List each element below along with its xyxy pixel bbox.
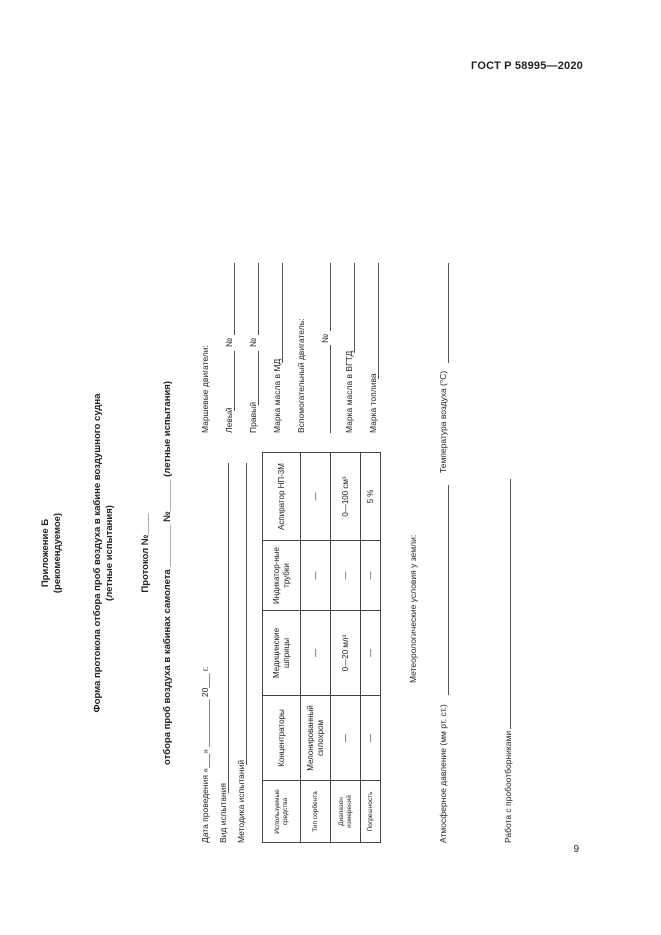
table-cell: 0—100 см³ xyxy=(331,453,361,541)
left-engine-no-line xyxy=(224,263,235,335)
protocol-title: Протокол №____ xyxy=(140,513,151,593)
table-header-row xyxy=(263,453,301,843)
appendix-subtitle: (рекомендуемое) xyxy=(52,512,63,594)
table-cell: — xyxy=(361,696,381,781)
pressure-label: Атмосферное давление (мм рт. ст.) xyxy=(438,704,448,843)
table-cell: Аспиратор НП-3М xyxy=(263,453,301,541)
aux-engine-line xyxy=(320,345,331,433)
rotated-form xyxy=(40,263,448,843)
left-engine-line xyxy=(224,351,235,411)
fuel-label: Марка топлива xyxy=(368,373,378,433)
table-cell: Мелонированный силохром xyxy=(301,696,331,781)
table-cell: Индикатор-ные трубки xyxy=(263,541,301,611)
right-engine-no-line xyxy=(248,263,259,335)
samplers-line xyxy=(500,479,511,729)
pressure-line xyxy=(438,485,449,695)
table-cell: Медицинские шприцы xyxy=(263,611,301,696)
table-cell: — xyxy=(361,541,381,611)
table-cell: Диапазон измерений xyxy=(331,781,361,843)
right-engine-line xyxy=(248,351,259,405)
instruments-table xyxy=(262,452,381,843)
test-method-line xyxy=(236,463,247,765)
right-engine-label: Правый xyxy=(248,402,258,433)
form-title: Форма протокола отбора проб воздуха в кабине воздушного судна xyxy=(92,393,103,713)
table-cell: — xyxy=(331,696,361,781)
table-cell: — xyxy=(301,541,331,611)
aux-engine-no-line xyxy=(320,263,331,331)
table-cell: — xyxy=(301,611,331,696)
test-type-line xyxy=(218,463,229,793)
aux-engine-no: № xyxy=(320,333,330,343)
temperature-label: Температура воздуха (°С) xyxy=(438,370,448,473)
table-row xyxy=(331,453,361,843)
table-cell: — xyxy=(331,541,361,611)
samplers-row xyxy=(500,443,520,843)
date-field: Дата проведения «___» __________ 20___ г. xyxy=(200,666,210,843)
document-header: ГОСТ Р 58995—2020 xyxy=(471,60,583,72)
table-cell: — xyxy=(301,453,331,541)
oil-vgtd-line xyxy=(344,263,355,353)
table-cell: 0—20 мл³ xyxy=(331,611,361,696)
table-cell: — xyxy=(361,611,381,696)
left-engine-no: № xyxy=(224,337,234,347)
weather-title: Метеорологические условия у земли: xyxy=(408,534,418,683)
table-cell: Погрешность xyxy=(361,781,381,843)
test-type-label: Вид испытания xyxy=(218,782,228,843)
table-cell: Концентраторы xyxy=(263,696,301,781)
oil-md-line xyxy=(272,263,283,363)
table-cell: 5 % xyxy=(361,453,381,541)
oil-vgtd-label: Марка масла в ВГТД xyxy=(344,350,354,433)
main-engines-label: Маршевые двигатели: xyxy=(200,345,210,433)
table-row xyxy=(361,453,381,843)
left-engine-label: Левый xyxy=(224,407,234,433)
oil-md-label: Марка масла в МД xyxy=(272,358,282,433)
temperature-line xyxy=(438,263,449,363)
protocol-line: отбора проб воздуха в кабинах самолета ________ №______ (летные испытания) xyxy=(162,381,173,765)
fuel-line xyxy=(368,263,379,379)
form-subtitle: (летные испытания) xyxy=(104,505,115,601)
table-cell: Используемые средства xyxy=(263,781,301,843)
aux-engine-label: Вспомогательный двигатель: xyxy=(296,318,306,433)
table-cell: Тип сорбента xyxy=(301,781,331,843)
test-method-label: Методика испытаний xyxy=(236,759,246,843)
samplers-label: Работа с пробоотборниками xyxy=(503,730,513,843)
appendix-title: Приложение Б xyxy=(40,518,51,588)
right-engine-no: № xyxy=(248,337,258,347)
page-number: 9 xyxy=(573,844,579,855)
table-row xyxy=(301,453,331,843)
